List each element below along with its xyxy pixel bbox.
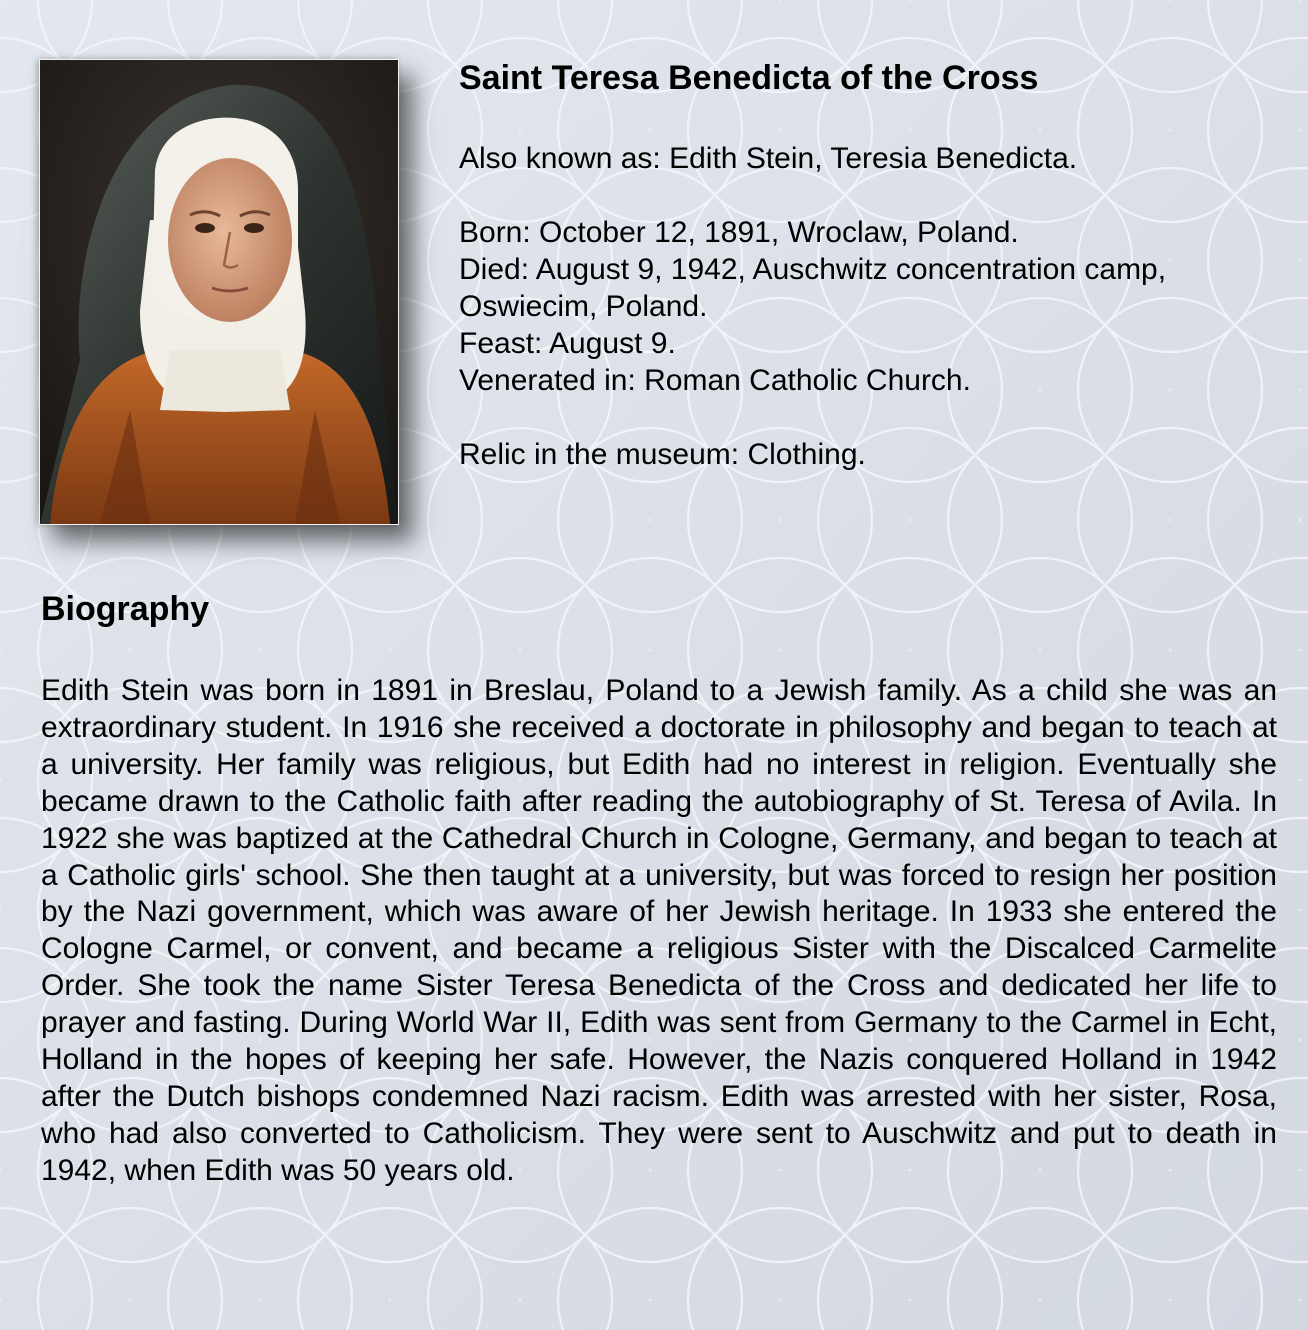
venerated-in: Venerated in: Roman Catholic Church. <box>459 364 971 397</box>
death-date: Died: August 9, 1942, Auschwitz concentration camp, <box>459 253 1167 286</box>
saint-name: Saint Teresa Benedicta of the Cross <box>459 59 1039 97</box>
feast-day: Feast: August 9. <box>459 327 676 360</box>
death-place: Oswiecim, Poland. <box>459 290 708 323</box>
biography-heading: Biography <box>41 590 210 628</box>
saint-portrait <box>39 59 399 525</box>
also-known-as: Also known as: Edith Stein, Teresia Benedicta. <box>459 142 1078 175</box>
saint-info <box>459 58 1259 473</box>
born-date: Born: October 12, 1891, Wroclaw, Poland. <box>459 216 1019 249</box>
portrait-illustration <box>40 60 398 524</box>
biography-text: Edith Stein was born in 1891 in Breslau, Poland to a Jewish family. As a child she was an extraordinary student. In 1916 she received a doctorate in philosophy and began to teach at a university. Her family was religious, but Edith had no interest in religion. Eventually she became drawn to the Catholic faith after reading the autobiography of St. Teresa of Avila. In 1922 she was baptized at the Cathedral Church in Cologne, Germany, and began to teach at a Catholic girls' school. She then taught at a university, but was forced to resign her position by the Nazi government, which was aware of her Jewish heritage. In 1933 she entered the Cologne Carmel, or convent, and became a religious Sister with the Discalced Carmelite Order. She took the name Sister Teresa Benedicta of the Cross and dedicated her life to prayer and fasting. During World War II, Edith was sent from Germany to the Carmel in Echt, Holland in the hopes of keeping her safe. However, the Nazis conquered Holland in 1942 after the Dutch bishops condemned Nazi racism. Edith was arrested with her sister, Rosa, who had also converted to Catholicism. They were sent to Auschwitz and put to death in 1942, when Edith was 50 years old. <box>41 674 1277 1187</box>
museum-relic: Relic in the museum: Clothing. <box>459 438 866 471</box>
